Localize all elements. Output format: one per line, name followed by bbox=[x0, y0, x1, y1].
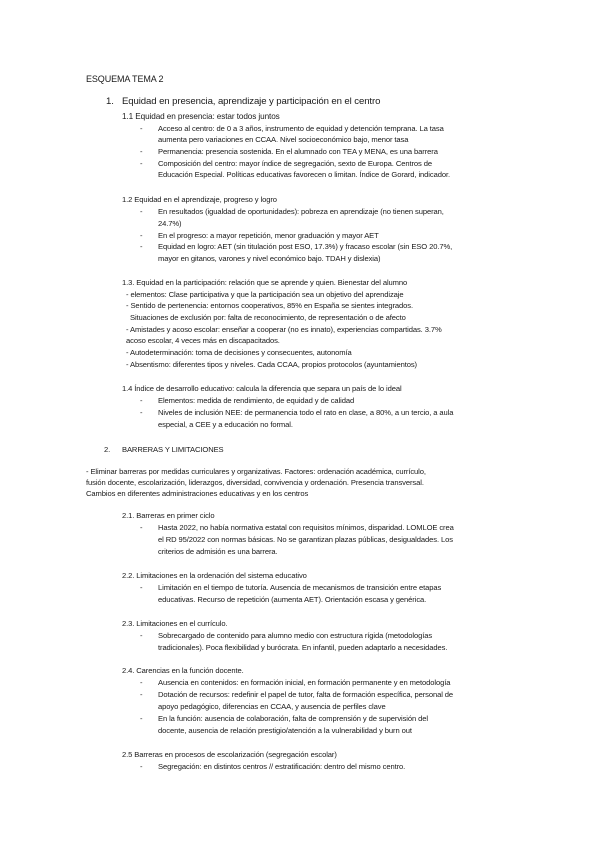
subsection-1-3-heading: 1.3. Equidad en la participación: relación que se aprende y quien. Bienestar del alumno bbox=[122, 278, 408, 287]
text-line: - Amistades y acoso escolar: enseñar a cooperar (no es innato), experiencias compartidas. 3.7% bbox=[126, 325, 442, 334]
bullet-dash: - bbox=[140, 207, 143, 216]
text-line: - Eliminar barreras por medidas curriculares y organizativas. Factores: ordenación académica, currículo, bbox=[86, 467, 426, 476]
list-item-line: tradicionales). Poca flexibilidad y burócrata. En infantil, pueden adaptarlo a necesidades. bbox=[158, 643, 448, 652]
list-item-line: Permanencia: presencia sostenida. En el alumnado con TEA y MENA, es una barrera bbox=[158, 147, 438, 156]
text-line: - elementos: Clase participativa y que la participación sea un objetivo del aprendizaje bbox=[126, 290, 404, 299]
subsection-1-4-heading: 1.4 Índice de desarrollo educativo: calcula la diferencia que separa un país de lo ideal bbox=[122, 384, 402, 393]
list-item-line: educativas. Recurso de repetición (aumenta AET). Orientación escasa y genérica. bbox=[158, 595, 427, 604]
subsection-2-1-heading: 2.1. Barreras en primer ciclo bbox=[122, 511, 215, 520]
text-line: - Absentismo: diferentes tipos y niveles. Cada CCAA, propios protocolos (ayuntamientos) bbox=[126, 360, 417, 369]
list-item-line: Dotación de recursos: redefinir el papel de tutor, falta de formación específica, personal de bbox=[158, 690, 454, 699]
bullet-dash: - bbox=[140, 678, 143, 687]
list-item-line: mayor en gitanos, varones y nivel económico bajo. TDAH y dislexia) bbox=[158, 254, 381, 263]
subsection-2-5-heading: 2.5 Barreras en procesos de escolarización (segregación escolar) bbox=[122, 750, 337, 759]
list-item-line: Niveles de inclusión NEE: de permanencia todo el rato en clase, a 80%, a un tercio, a aula bbox=[158, 408, 454, 417]
list-item-line: En el progreso: a mayor repetición, menor graduación y mayor AET bbox=[158, 231, 379, 240]
list-item-line: el RD 95/2022 con normas básicas. No se garantizan plazas públicas, desigualdades. Los bbox=[158, 535, 453, 544]
bullet-dash: - bbox=[140, 124, 143, 133]
list-item-line: Segregación: en distintos centros // estratificación: dentro del mismo centro. bbox=[158, 762, 406, 771]
bullet-dash: - bbox=[140, 396, 143, 405]
list-item-line: Limitación en el tiempo de tutoría. Ausencia de mecanismos de transición entre etapas bbox=[158, 583, 442, 592]
subsection-1-2-heading: 1.2 Equidad en el aprendizaje, progreso y logro bbox=[122, 195, 277, 204]
text-line: Situaciones de exclusión por: falta de reconocimiento, de representación o de afecto bbox=[130, 313, 406, 322]
list-item-line: Composición del centro: mayor índice de segregación, sexto de Europa. Centros de bbox=[158, 159, 432, 168]
list-item-line: docente, ausencia de relación prestigio/atención a la vulnerabilidad y burn out bbox=[158, 726, 412, 735]
bullet-dash: - bbox=[140, 523, 143, 532]
list-item-line: Elementos: medida de rendimiento, de equidad y de calidad bbox=[158, 396, 355, 405]
bullet-dash: - bbox=[140, 408, 143, 417]
bullet-dash: - bbox=[140, 690, 143, 699]
text-line: acoso escolar, 4 veces más en discapacitados. bbox=[126, 336, 280, 345]
text-line: - Sentido de pertenencia: entornos cooperativos, 85% en España se sientes integrados. bbox=[126, 301, 414, 310]
list-item-line: En resultados (igualdad de oportunidades): pobreza en aprendizaje (no tienen superan, bbox=[158, 207, 444, 216]
list-item-line: Acceso al centro: de 0 a 3 años, instrumento de equidad y detención temprana. La tasa bbox=[158, 124, 444, 133]
text-line: fusión docente, escolarización, liderazgos, diversidad, convivencia y ordenación. Presencia transversal. bbox=[86, 478, 424, 487]
bullet-dash: - bbox=[140, 714, 143, 723]
section-1-number: 1. bbox=[106, 96, 114, 107]
bullet-dash: - bbox=[140, 231, 143, 240]
bullet-dash: - bbox=[140, 631, 143, 640]
text-line: Cambios en diferentes administraciones educativas y en los centros bbox=[86, 489, 309, 498]
list-item-line: Hasta 2022, no había normativa estatal con requisitos mínimos, disparidad. LOMLOE crea bbox=[158, 523, 454, 532]
list-item-line: Ausencia en contenidos: en formación inicial, en formación permanente y en metodología bbox=[158, 678, 451, 687]
subsection-2-3-heading: 2.3. Limitaciones en el currículo. bbox=[122, 619, 228, 628]
list-item-line: criterios de admisión es una barrera. bbox=[158, 547, 278, 556]
list-item-line: 24.7%) bbox=[158, 219, 182, 228]
list-item-line: aumenta pero variaciones en CCAA. Nivel socioeconómico bajo, menor tasa bbox=[158, 135, 409, 144]
bullet-dash: - bbox=[140, 147, 143, 156]
list-item-line: En la función: ausencia de colaboración, falta de comprensión y de supervisión del bbox=[158, 714, 428, 723]
bullet-dash: - bbox=[140, 159, 143, 168]
section-2-number: 2. bbox=[104, 445, 111, 454]
subsection-2-2-heading: 2.2. Limitaciones en la ordenación del sistema educativo bbox=[122, 571, 307, 580]
text-line: - Autodeterminación: toma de decisiones y consecuentes, autonomía bbox=[126, 348, 352, 357]
list-item-line: Sobrecargado de contenido para alumno medio con estructura rígida (metodologías bbox=[158, 631, 433, 640]
list-item-line: Equidad en logro: AET (sin titulación post ESO, 17.3%) y fracaso escolar (sin ESO 20.7%, bbox=[158, 242, 453, 251]
list-item-line: Educación Especial. Políticas educativas favorecen o limitan. Índice de Gorard, indicador. bbox=[158, 170, 450, 179]
bullet-dash: - bbox=[140, 762, 143, 771]
section-1-heading: Equidad en presencia, aprendizaje y participación en el centro bbox=[122, 96, 381, 107]
bullet-dash: - bbox=[140, 583, 143, 592]
list-item-line: apoyo pedagógico, diferencias en CCAA, y ausencia de perfiles clave bbox=[158, 702, 386, 711]
section-2-heading: BARRERAS Y LIMITACIONES bbox=[122, 445, 224, 454]
subsection-1-1-heading: 1.1 Equidad en presencia: estar todos juntos bbox=[122, 112, 280, 121]
page-title: ESQUEMA TEMA 2 bbox=[86, 74, 164, 84]
subsection-2-4-heading: 2.4. Carencias en la función docente. bbox=[122, 666, 244, 675]
bullet-dash: - bbox=[140, 242, 143, 251]
list-item-line: especial, a CEE y a educación no formal. bbox=[158, 420, 293, 429]
